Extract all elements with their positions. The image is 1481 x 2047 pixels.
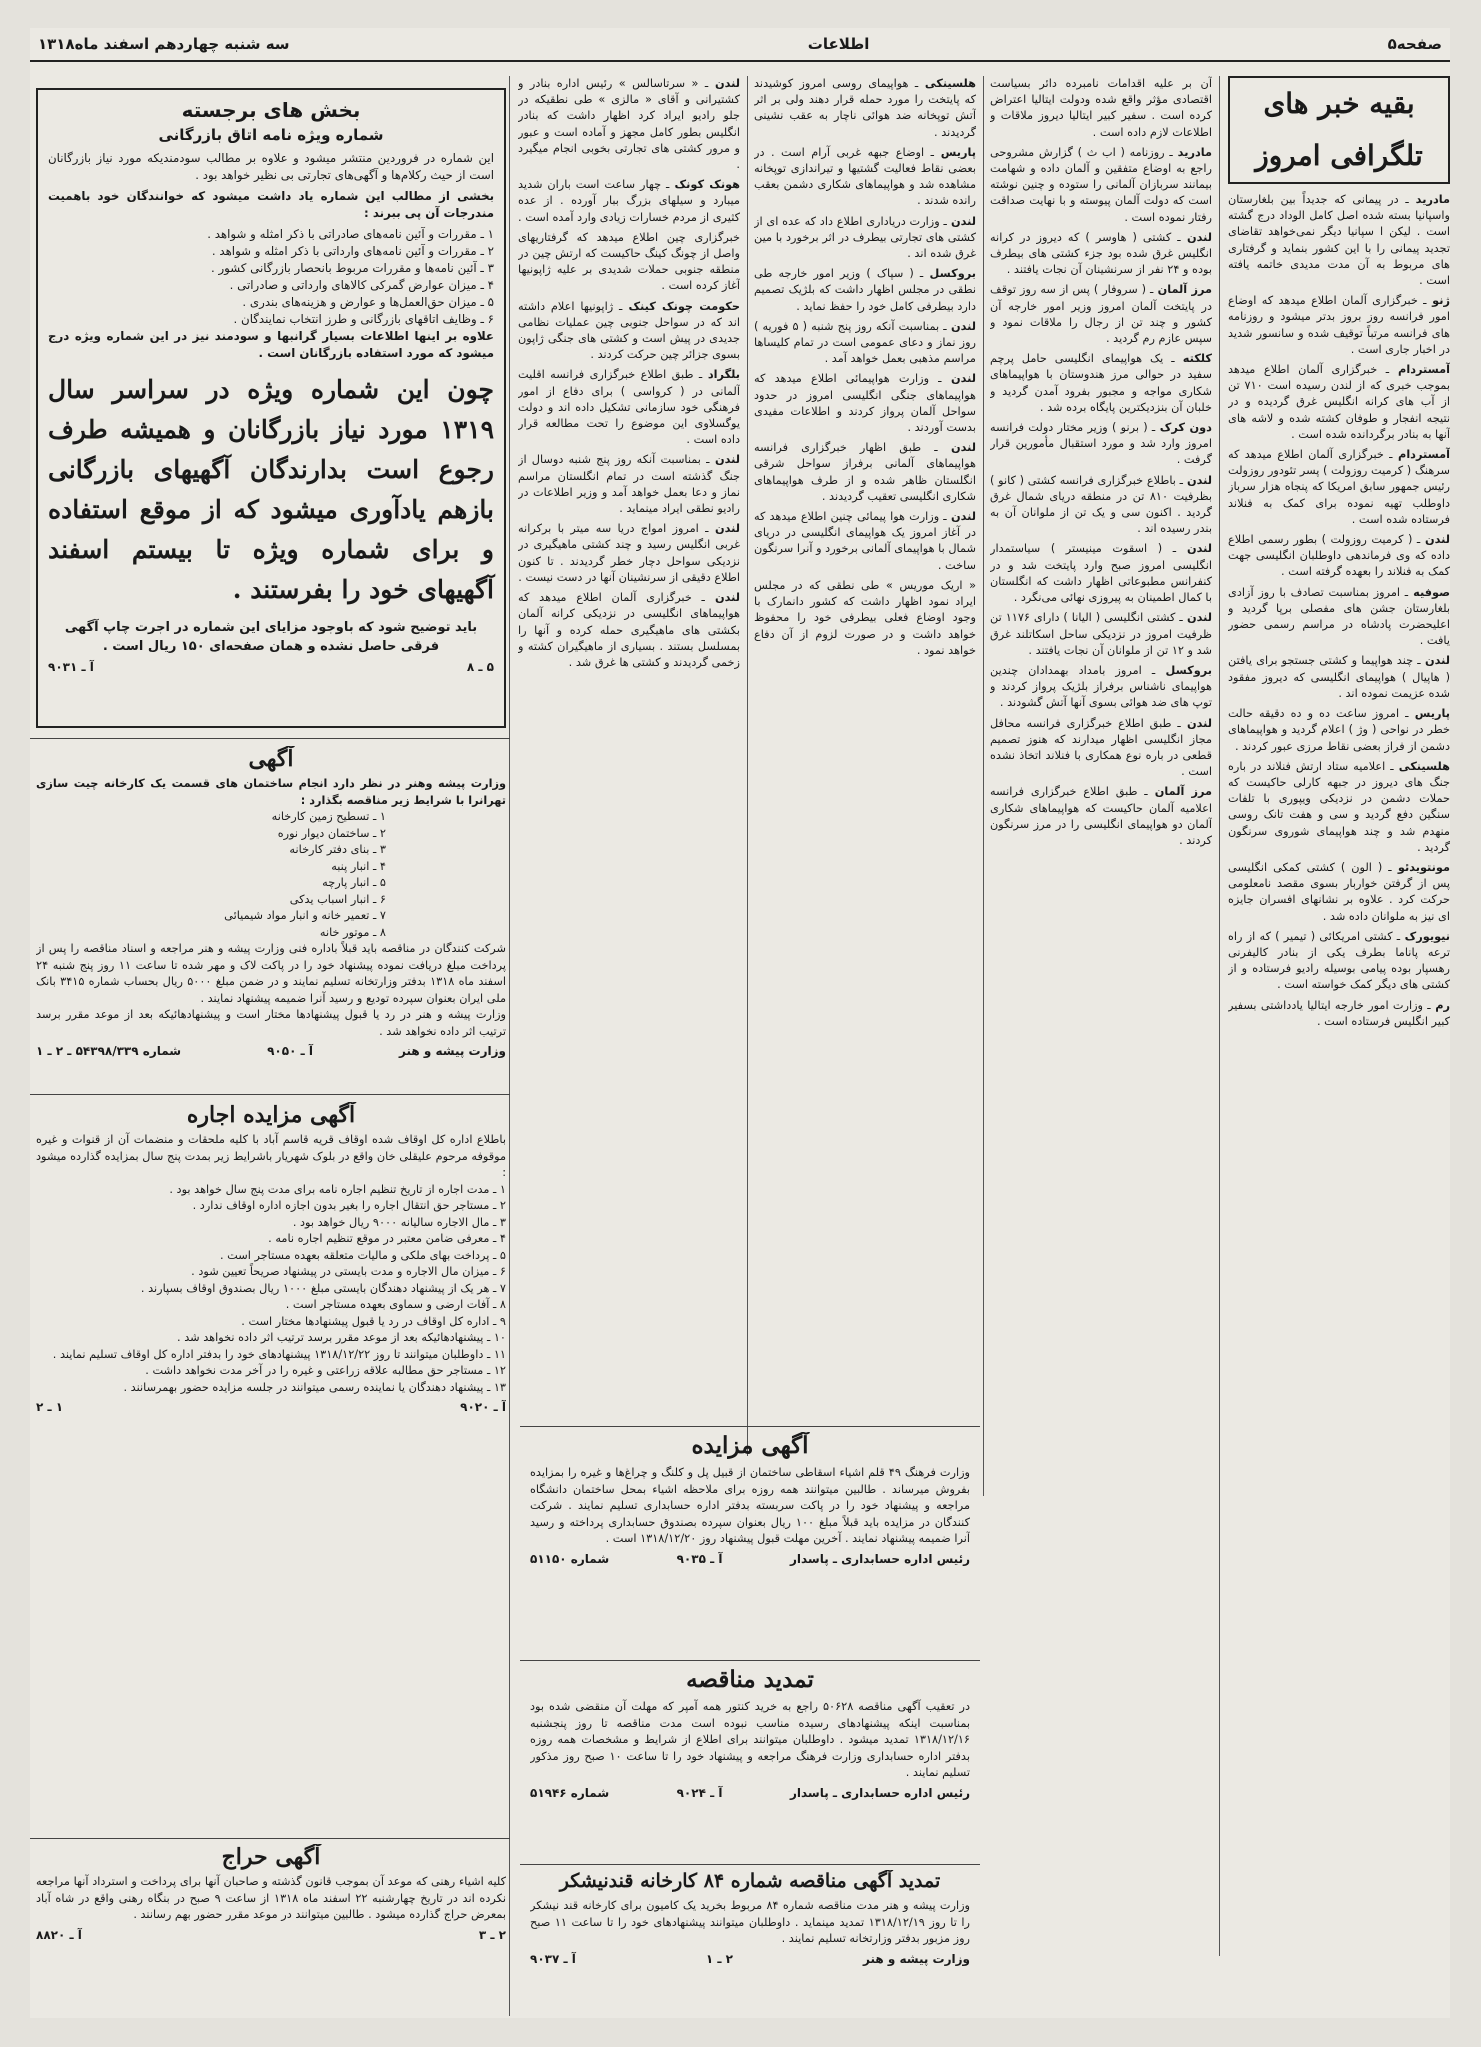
ad-sugar-body: وزارت پیشه و هنر مدت مناقصه شماره ۸۴ مربوط بخرید یک کامیون برای کارخانه قند نیشکر را تا روز ۱۳۱۸/۱۲/۱۹ تمدید مینماید . داوطلبان میتوانند پیشنهادهای خود را تا ساعت ۱۱ صبح روز مزبور بدفتر وزارتخانه تسلیم نمایند . bbox=[530, 1899, 970, 1945]
special-issue-list-item: ۱ ـ مقررات و آئین نامه‌های صادراتی با ذکر امثله و شواهد . bbox=[207, 227, 494, 241]
ad-sugar-factory bbox=[530, 1870, 970, 2014]
news-item bbox=[754, 319, 976, 368]
news-item bbox=[990, 420, 1212, 469]
paper-name: اطلاعات bbox=[807, 35, 870, 53]
news-dateline: لندن bbox=[946, 510, 976, 524]
news-dateline: لندن bbox=[708, 522, 740, 536]
news-item bbox=[518, 299, 740, 364]
news-dateline: بروکسل bbox=[923, 267, 976, 281]
ad-sugar-sig-right: وزارت پیشه و هنر bbox=[862, 1951, 970, 1966]
news-text: ـ بمناسبت آنکه روز پنج شنبه دوسال از جنگ گذشته است در تمام انگلستان مراسم نماز و دعا بعمل خواهد آمد و وزیر اطلاعات در رادیو نطقی ایراد مینماید . bbox=[518, 453, 740, 516]
ad-auction-sig-left: شماره ۵۱۱۵۰ bbox=[530, 1551, 610, 1566]
news-item bbox=[518, 452, 740, 517]
ad-lease-body: باطلاع اداره کل اوقاف شده اوقاف قریه قاسم آباد با کلیه ملحقات و منضمات آن از قنوات و غیره موقوفه مرحوم علیقلی خان واقع در بلوک شهریار باشرایط زیر بمدت پنج سال بمزایده گذارده میشود : bbox=[36, 1133, 506, 1179]
ad-extension-sig-right: رئیس اداره حسابداری ـ پاسدار bbox=[789, 1785, 970, 1800]
ad-lease-item: ۱۲ ـ مستاجر حق مطالبه علاقه زراعتی و غیره را در آخر مدت نخواهد داشت . bbox=[145, 1364, 506, 1377]
news-dateline: آمستردام bbox=[1392, 448, 1450, 462]
ad-tender-item: ۸ ـ موتور خانه bbox=[319, 925, 386, 939]
page-number: صفحه۵ bbox=[1387, 35, 1442, 53]
ad-tender-sig-right: وزارت پیشه و هنر bbox=[398, 1044, 506, 1058]
ad-extension-body: در تعقیب آگهی مناقصه ۵۰۶۲۸ راجع به خرید کنتور همه آمپر که مهلت آن منقضی شده بود بمناسبت اینکه پیشنهادهای رسیده مناسب نبوده است مدت مناقصه تا روز پنجشنبه ۱۳۱۸/۱۲/۱۶ تمدید میشود . داوطلبان میتوانند برای اطلاع از شرایط و مشخصات همه روزه بدفتر اداره حسابداری وزارت فرهنگ مراجعه و پیشنهاد خود را تا ساعت ۱۰ صبح روز مذکور تسلیم نمایند . bbox=[530, 1700, 970, 1779]
news-text: آن بر علیه اقدامات نامبرده دائر بسیاست اقتصادی مؤثر واقع شده ودولت ایتالیا اعتراض کرده است . سفیر کبیر ایتالیا دیروز ملاقات و اطلاعات لازم داده است . bbox=[990, 77, 1212, 139]
news-dateline: مادرید bbox=[1408, 193, 1450, 206]
news-text: ـ اعلامیه ستاد ارتش فنلاند در باره جنگ های دیروز در جبهه کارلی حاکیست که حملات دشمن در نزدیکی ویپوری با تلفات سنگین دفع گردید و سی و هفت تانک روسی منهدم شد و چند هواپیمای شوروی سرنگون گردید . bbox=[1228, 759, 1450, 854]
news-item bbox=[754, 578, 976, 659]
news-item bbox=[1228, 532, 1450, 581]
news-dateline: ژنو bbox=[1426, 294, 1450, 308]
news-item bbox=[1228, 929, 1450, 994]
news-text: ـ « سرتاسالس » رئیس اداره بنادر و کشتیرانی و آقای « مالزی » طی نطقیکه در جلو رادیو ایراد کرد اظهار داشت که بنادر انگلیس بطور کامل مجهز و آماده است و عبور و مرور کشتی های تجارتی بخوبی انجام میگیرد . bbox=[518, 77, 740, 172]
special-issue-list-title: بخشی از مطالب این شماره یاد داشت میشود که خوانندگان خود باهمیت مندرجات آن پی ببرند : bbox=[48, 189, 494, 220]
news-text: ـ کشتی انگلیسی ( الیانا ) دارای ۱۱۷۶ تن ظرفیت امروز در نزدیکی ساحل اسکاتلند غرق شد و ۱۲ تن از ملوانان آن نجات یافتند . bbox=[990, 611, 1212, 657]
news-item bbox=[1228, 447, 1450, 528]
ad-sugar-sig-left: آ ـ ۹۰۳۷ bbox=[530, 1951, 576, 1966]
news-item bbox=[518, 590, 740, 671]
special-issue-list bbox=[48, 226, 494, 328]
news-text: ـ خبرگزاری آلمان اطلاع میدهد که هواپیماهای انگلیسی در نزدیکی کرانه آلمان بکشتی های ماهیگیری حمله کرده و آنها را بمسلسل بستند . بسیاری از ماهیگیران کشته و زخمی گردیدند و کشتی ها غرق شد . bbox=[518, 591, 740, 669]
news-text: ـ طبق اظهار خبرگزاری فرانسه هواپیماهای آلمانی برفراز سواحل شرقی انگلستان ظاهر شده و از طرف هواپیماهای شکاری انگلیسی تعقیب گردیدند . bbox=[754, 441, 976, 503]
news-dateline: لندن bbox=[708, 77, 740, 90]
news-item bbox=[990, 473, 1212, 538]
issue-date: سه شنبه چهاردهم اسفند ماه۱۳۱۸ bbox=[38, 35, 290, 53]
ad-tender-item: ۵ ـ انبار پارچه bbox=[322, 876, 386, 889]
news-text: ـ وزارت امور خارجه ایتالیا یادداشتی بسفیر کبیر انگلیس فرستاده است . bbox=[1228, 998, 1450, 1028]
news-item bbox=[518, 177, 740, 226]
news-text: ـ روزنامه ( اب ث ) گزارش مشروحی راجع به اوضاع متفقین و آلمان داده و شهامت بیمانند سربازان آلمانی را ستوده و چنین نوشته است که دولت آلمان پیوسته و با نهایت صداقت رفتار نموده است . bbox=[990, 145, 1212, 224]
ad-extension-sig-left: شماره ۵۱۹۴۶ bbox=[530, 1785, 610, 1800]
ad-lease-item: ۱۳ ـ پیشنهاد دهندگان یا نماینده رسمی میتوانند در جلسه مزایده حضور بهمرسانند . bbox=[123, 1380, 506, 1394]
news-dateline: لندن bbox=[946, 319, 976, 333]
ad-auction-body: وزارت فرهنگ ۴۹ قلم اشیاء اسقاطی ساختمان از قبیل پل و کلنگ و چراغ‌ها و غیره را بمزایده بفروش میرساند . طالبین میتوانند همه روزه برای ملاحظه اشیاء بمحل ساختمان دانشگاه مراجعه و پیشنهاد خود را در پاکت سربسته بدفتر اداره حسابداری تسلیم نمایند . شرکت کنندگان در مزایده باید قبلاً مبلغ ۱۰۰ ریال بعنوان سپرده بصندوق حسابداری پرداخته و رسید آنرا ضمیمه پیشنهاد نمایند . آخرین مهلت قبول پیشنهاد روز ۱۳۱۸/۱۲/۲۰ است . bbox=[530, 1466, 970, 1545]
news-item bbox=[1228, 998, 1450, 1030]
news-item bbox=[990, 230, 1212, 279]
news-item bbox=[754, 214, 976, 263]
news-text: ـ باطلاع خبرگزاری فرانسه کشتی ( کانو ) بظرفیت ۸۱۰ تن در منطقه دریای شمال غرق گردید . اکنون سی و یک تن از ملوانان آن به بندر رسیده اند . bbox=[990, 473, 1212, 536]
news-item bbox=[518, 521, 740, 586]
ad-tender-body: وزارت پیشه وهنر در نظر دارد انجام ساختمان های قسمت یک کارخانه چیت سازی تهرانرا با شرایط زیر مناقصه بگذارد : bbox=[36, 777, 506, 807]
ad-auction-sig-mid: آ ـ ۹۰۳۵ bbox=[676, 1551, 723, 1566]
news-dateline: رم bbox=[1430, 998, 1450, 1012]
news-dateline: دون کرک bbox=[1155, 421, 1212, 435]
ad-pawn-auction bbox=[36, 1844, 506, 2014]
news-item bbox=[1228, 653, 1450, 702]
ad-tender-item: ۳ ـ بنای دفتر کارخانه bbox=[289, 843, 386, 856]
news-text: خبرگزاری چین اطلاع میدهد که گرفتاریهای واصل از چونگ کینگ حاکیست که ارتش چین در منطقه جنوبی حملات شدیدی بر علیه ژاپونیها آغاز کرده است . bbox=[518, 230, 740, 293]
news-text: ـ خبرگزاری آلمان اطلاع میدهد بموجب خبری که از لندن رسیده است ۷۱۰ تن از آب های کرانه انگلیس غرق گردیده و در نتیجه انفجار و طوفان کشته شده و لاشه های آنها به بنادر برگردانده شده است . bbox=[1228, 363, 1450, 441]
news-item bbox=[1228, 759, 1450, 856]
special-issue-list-item: ۵ ـ میزان حق‌العمل‌ها و عوارض و هزینه‌های بندری . bbox=[242, 295, 494, 309]
news-item bbox=[754, 440, 976, 505]
news-item bbox=[990, 541, 1212, 606]
news-text: ـ کشتی امریکائی ( تیمیر ) که از راه ترعه پاناما بطرف یکی از بنادر کالیفرنی رهسپار بوده پیامی بوسیله رادیو فرستاده و از کشتی های دیگر کمک خواسته است . bbox=[1228, 929, 1450, 992]
ad-lease-item: ۲ ـ مستاجر حق انتقال اجاره را بغیر بدون اجازه اداره اوقاف ندارد . bbox=[192, 1199, 506, 1212]
news-item bbox=[754, 509, 976, 574]
special-issue-num: ۵ ـ ۸ bbox=[466, 660, 494, 674]
ad-pawn-sig-right: ۲ ـ ۳ bbox=[478, 1927, 506, 1942]
ad-tender-sig-mid: آ ـ ۹۰۵۰ bbox=[267, 1044, 313, 1058]
news-dateline: مونتویدئو bbox=[1391, 860, 1450, 874]
special-issue-subtitle: شماره ویژه نامه اتاق بازرگانی bbox=[158, 126, 384, 144]
news-dateline: حکومت چونک کینک bbox=[622, 299, 740, 313]
news-text: ـ امروز بمناسبت تصادف با روز آزادی بلغارستان جشن های مفصلی برپا گردید و اعلیحضرت پادشاه در مراسم رسمی حضور یافت . bbox=[1228, 585, 1450, 648]
news-text: ـ ( کرمیت روزولت ) بطور رسمی اطلاع داده که وی فرماندهی داوطلبان انگلیسی جهت کمک به فنلاند را بعهده گرفته است . bbox=[1228, 533, 1450, 579]
special-issue-headline: چون این شماره ویژه در سراسر سال ۱۳۱۹ مورد نیاز بازرگانان و همیشه طرف رجوع است بدارندگان آگهیهای بازرگانی بازهم یادآوری میشود که از موقع استفاده و برای شماره ویژه تا بیستم اسفند آگهیهای خود را بفرستند . bbox=[48, 375, 494, 604]
news-item bbox=[754, 76, 976, 141]
newspaper-page bbox=[30, 28, 1450, 2018]
telegraph-col-4 bbox=[518, 76, 740, 1456]
masthead bbox=[30, 28, 1450, 62]
news-item bbox=[754, 371, 976, 436]
telegraph-col-3 bbox=[754, 76, 976, 1456]
news-text: ـ ژاپونیها اعلام داشته اند که در سواحل جنوبی چین عملیات نظامی جدیدی در پیش است و کشتی های جنگی ژاپون بسوی جزائر چین حرکت کردند . bbox=[518, 299, 740, 362]
special-issue-intro: این شماره در فروردین منتشر میشود و علاوه بر مطالب سودمندیکه مورد نیاز بازرگانان است از حیث رکلام‌ها و آگهی‌های تجارتی بی نظیر خواهد بود . bbox=[48, 151, 494, 182]
news-item bbox=[990, 784, 1212, 849]
news-dateline: هلسینکی bbox=[918, 77, 976, 90]
ad-tender-item: ۶ ـ انبار اسباب یدکی bbox=[289, 892, 386, 906]
news-item bbox=[1228, 860, 1450, 925]
news-dateline: لندن bbox=[946, 214, 976, 228]
news-dateline: کلکته bbox=[1174, 352, 1212, 366]
ad-lease-item: ۶ ـ میزان مال الاجاره و مدت بایستی در پیشنهاد صریحاً تعیین شود . bbox=[191, 1265, 506, 1278]
news-text: ـ ( سپاک ) وزیر امور خارجه طی نطقی در مجلس اظهار داشت که بلژیک تصمیم دارد بیطرفی کامل خود را حفظ نماید . bbox=[754, 267, 976, 313]
special-issue-foot: باید توضیح شود که باوجود مزایای این شماره در اجرت چاپ آگهی فرقی حاصل نشده و همان صفحه‌ای ۱۵۰ ریال است . bbox=[64, 620, 478, 654]
ad-tender-item: ۱ ـ تسطیح زمین کارخانه bbox=[271, 810, 386, 823]
special-issue-ref: آ ـ ۹۰۳۱ bbox=[48, 660, 94, 674]
ad-sugar-sig-mid: ۲ ـ ۱ bbox=[705, 1951, 733, 1966]
news-dateline: پاریس bbox=[933, 145, 976, 159]
news-text: ـ امروز امواج دریا سه میتر با برکرانه غربی انگلیس رسید و چند کشتی ماهیگیری در نزدیکی سواحل دچار خطر گردیدند . تا کنون اطلاع دقیقی از سرنشینان آنها در دست نیست . bbox=[518, 522, 740, 584]
news-text: ـ خبرگزاری آلمان اطلاع میدهد که سرهنگ ( کرمیت روزولت ) پسر تئودور روزولت رئیس جمهور سابق امریکا که پنجاه هزار سرباز داوطلب تهیه نموده برای کمک به فنلاند فرستاده شده است . bbox=[1228, 448, 1450, 526]
news-item bbox=[518, 367, 740, 448]
special-issue-list-item: ۳ ـ آئین نامه‌ها و مقررات مربوط بانحصار بازرگانی کشور . bbox=[210, 261, 494, 275]
news-dateline: مرز آلمان bbox=[1147, 785, 1212, 799]
news-text: ـ هواپیمای روسی امروز کوشیدند که پایتخت را مورد حمله قرار دهند ولی بر اثر آتش توپخانه ضد هوائی ناچار به عقب نشینی گردیدند . bbox=[754, 77, 976, 139]
news-dateline: مرز آلمان bbox=[1153, 283, 1212, 297]
ad-tender-items bbox=[36, 809, 506, 941]
news-item bbox=[1228, 706, 1450, 755]
news-text: ـ وزارت دریاداری اطلاع داد که عده ای از کشتی های تجارتی بیطرف در اثر برخورد با مین غرق شده اند . bbox=[754, 214, 976, 261]
ad-tender-sig-left: شماره ۵۴۳۹۸/۳۳۹ ـ ۲ ـ ۱ bbox=[36, 1044, 182, 1058]
news-dateline: لندن bbox=[1420, 654, 1450, 668]
news-text: ـ کشتی ( هاوسر ) که دیروز در کرانه انگلیس غرق شده بود جزء کشتی های بیطرف بوده و ۲۴ نفر از سرنشینان آن نجات یافتند . bbox=[990, 230, 1212, 277]
news-dateline: لندن bbox=[704, 591, 740, 605]
news-text: ـ در پیمانی که جدیداً بین بلغارستان واسپانیا بسته شده اصل کامل الوداد درج گشته است . لیکن ا سپانیا دیگر نمی‌خواهد تقاضای تجدید پیمانی را با این کشور بنماید و گرفتاری های مربوط به آن مدت مدیدی خاتمه یافته است . bbox=[1228, 193, 1450, 288]
news-dateline: صوفیه bbox=[1408, 585, 1450, 599]
news-item bbox=[990, 282, 1212, 347]
news-text: ـ امروز ساعت ده و ده دقیقه حالت خطر در نواحی ( و‌ژ ) اعلام گردید و هواپیماهای دشمن از فراز بعضی نقاط مرزی عبور کردند . bbox=[1228, 707, 1450, 753]
news-text: ـ طبق اطلاع خبرگزاری فرانسه اعلامیه آلمان حاکیست که هواپیماهای شکاری آلمان دو هواپیمای انگلیسی را در مرز سرنگون کردند . bbox=[990, 785, 1212, 847]
ad-lease-auction bbox=[36, 1102, 506, 1830]
news-dateline: لندن bbox=[1182, 473, 1212, 487]
news-text: ـ بمناسبت آنکه روز پنج شنبه ( ۵ فوریه ) روز نماز و دعای عمومی است در تمام کلیساها مراسم مذهبی بعمل خواهد آمد . bbox=[754, 319, 976, 366]
news-dateline: لندن bbox=[1420, 533, 1450, 547]
ad-lease-item: ۱ ـ مدت اجاره از تاریخ تنظیم اجاره نامه برای مدت پنج سال خواهد بود . bbox=[169, 1182, 506, 1196]
news-item bbox=[754, 145, 976, 210]
ad-pawn-body: کلیه اشیاء رهنی که موعد آن بموجب قانون گذشته و صاحبان آنها برای پرداخت و استرداد آنها مراجعه نکرده اند در تاریخ چهارشنبه ۲۲ اسفند ماه ۱۳۱۸ از ساعت ۹ صبح در بنگاه رهنی واقع در شاه آباد بمعرض حراج گذارده میشود . طالبین میتوانند در موعد مقرر حضور بهم رسانند . bbox=[36, 1875, 506, 1921]
news-text: ـ ( الون ) کشتی کمکی انگلیسی پس از گرفتن خواربار بسوی مقصد نامعلومی حرکت کرد . علاوه بر نشانهای افسران جایزه ای نیز به ملوانان داده شد . bbox=[1228, 860, 1450, 923]
news-text: « اریک موریس » طی نطقی که در مجلس ایراد نمود اظهار داشت که کشور دانمارک با وجود اوضاع فعلی بیطرفی خود را محفوظ خواهد داشت و در صورت لزوم از آن دفاع خواهد نمود . bbox=[754, 578, 976, 657]
news-item bbox=[1228, 362, 1450, 443]
news-dateline: بروکسل bbox=[1155, 663, 1212, 677]
news-text: ـ خبرگزاری آلمان اطلاع میدهد که اوضاع امور فرانسه روز بروز بدتر میشود و روزنامه های فرانسه مرتباً توقیف شده و سانسور شدید در اخبار جاری است . bbox=[1228, 294, 1450, 356]
news-dateline: بلگراد bbox=[702, 368, 740, 382]
ad-pawn-sig-left: آ ـ ۸۸۲۰ bbox=[36, 1927, 82, 1942]
special-issue-extra: علاوه بر اینها اطلاعات بسیار گرانبها و سودمند نیز در این شماره ویژه درج میشود که مورد استفاده بازرگانان است . bbox=[48, 329, 494, 360]
news-text: ـ ( برنو ) وزیر مختار دولت فرانسه امروز وارد شد و مورد استقبال مأمورین قرار گرفت . bbox=[990, 421, 1212, 467]
news-text: ـ طبق اطلاع خبرگزاری فرانسه اقلیت آلمانی در ( کرواسی ) برای دفاع از امور فرهنگی خود سازمانی تشکیل داده اند و دولت یوگسلاوی این موضوع را تحت مطالعه قرار داده است . bbox=[518, 368, 740, 447]
news-dateline: لندن bbox=[1176, 542, 1212, 556]
ad-lease-item: ۵ ـ پرداخت بهای ملکی و مالیات متعلقه بعهده مستاجر است . bbox=[219, 1248, 506, 1262]
news-dateline: لندن bbox=[941, 372, 976, 386]
news-dateline: لندن bbox=[1180, 716, 1212, 730]
news-dateline: نیویورک bbox=[1400, 929, 1450, 943]
news-item bbox=[990, 145, 1212, 226]
ad-pawn-title: آگهی حراج bbox=[221, 1844, 321, 1870]
special-issue-list-item: ۴ ـ میزان عوارض گمرکی کالاهای وارداتی و صادراتی . bbox=[229, 278, 494, 292]
ad-auction-title: آگهی مزایده bbox=[691, 1432, 809, 1459]
ad-tender-factory bbox=[36, 746, 506, 1086]
news-item bbox=[754, 266, 976, 315]
ad-tender-conditions: شرکت کنندگان در مناقصه باید قبلاً باداره فنی وزارت پیشه و هنر مراجعه و اسناد مناقصه را پس از پرداخت مبلغ دریافت نموده پیشنهاد خود را در پاکت لاک و مهر شده تا ساعت ۱۱ روز پنج شنبه ۲۴ اسفند ماه ۱۳۱۸ بدفتر وزارتخانه تسلیم نمایند و در ضمن مبلغ ۵۰۰۰ ریال بحساب شماره ۳۴۱۵ بانک ملی ایران بعنوان سپرده تودیع و رسید آنرا ضمیمه پیشنهاد نمایند . bbox=[36, 942, 506, 1005]
news-dateline: لندن bbox=[709, 453, 740, 467]
news-dateline: هلسینکی bbox=[1393, 759, 1450, 773]
news-item bbox=[518, 230, 740, 295]
ad-lease-item: ۱۰ ـ پیشنهادهائیکه بعد از موعد مقرر برسد ترتیب اثر داده نخواهد شد . bbox=[177, 1331, 506, 1344]
ad-tender-extension bbox=[530, 1666, 970, 1856]
ad-lease-item: ۹ ـ اداره کل اوقاف در رد یا قبول پیشنهادها مختار است . bbox=[241, 1314, 506, 1328]
news-dateline: پاریس bbox=[1408, 707, 1450, 721]
ad-lease-item: ۷ ـ هر یک از پیشنهاد دهندگان بایستی مبلغ ۱۰۰۰ ریال بصندوق اوقاف بسپارند . bbox=[140, 1281, 506, 1295]
news-text: ـ وزارت هوا پیمائی چنین اطلاع میدهد که در آغاز امروز یک هواپیمای انگلیسی در دریای شمال با هواپیمای آلمانی برخورد و آنرا سرنگون ساخت . bbox=[754, 510, 976, 572]
ad-tender-item: ۷ ـ تعمیر خانه و انبار مواد شیمیائی bbox=[224, 909, 386, 922]
news-dateline: هونک کونک bbox=[669, 178, 740, 192]
telegraph-col-1 bbox=[1228, 76, 1450, 1956]
news-text: ـ طبق اطلاع خبرگزاری فرانسه محافل مجاز انگلیسی اظهار میدارند که هنوز تصمیم قطعی در باره نوع همکاری با فنلاند اتخاذ نشده است . bbox=[990, 716, 1212, 779]
news-text: ـ امروز بامداد بهمدادان چندین هواپیمای ناشناس برفراز بلژیک پرواز کردند و توپ های ضد هوائی بسوی آنها آتش گشودند . bbox=[990, 663, 1212, 710]
special-issue-title: بخش های برجسته bbox=[181, 98, 361, 122]
news-item bbox=[990, 716, 1212, 781]
ad-lease-sig-right: ۱ ـ ۲ bbox=[36, 1400, 64, 1414]
ad-extension-title: تمدید مناقصه bbox=[686, 1666, 814, 1693]
ad-lease-item: ۸ ـ آفات ارضی و سماوی بعهده مستاجر است . bbox=[285, 1298, 506, 1311]
news-text: ـ اوضاع جبهه غربی آرام است . در بعضی نقاط فعالیت گشتیها و تیراندازی توپخانه مشاهده شد و هواپیماهای شکاری دشمن بعقب رانده شدند . bbox=[754, 145, 976, 208]
news-dateline: لندن bbox=[1182, 611, 1212, 625]
special-issue-list-item: ۶ ـ وظایف اتاقهای بازرگانی و طرز انتخاب نمایندگان . bbox=[233, 312, 494, 326]
news-item bbox=[518, 76, 740, 173]
ad-lease-item: ۱۱ ـ داوطلبان میتوانند تا روز ۱۳۱۸/۱۲/۲۲ پیشنهادهای خود را بدفتر اداره کل اوقاف تسلیم نمایند . bbox=[52, 1347, 506, 1361]
news-text: ـ ( سروفار ) پس از سه روز توقف در پایتخت آلمان امروز وزیر امور خارجه آن کشور و چند تن از رجال را ملاقات نمود و سپس عازم رم گردید . bbox=[990, 283, 1212, 346]
ad-tender-note: وزارت پیشه و هنر در رد یا قبول پیشنهادها مختار است و پیشنهادهائیکه بعد از موعد مقرر برسد ترتیب اثر داده نخواهد شد . bbox=[36, 1008, 506, 1038]
ad-lease-sig-left: آ ـ ۹۰۲۰ bbox=[460, 1400, 506, 1414]
ad-auction-sig-right: رئیس اداره حسابداری ـ پاسدار bbox=[789, 1551, 970, 1566]
ad-tender-item: ۲ ـ ساختمان دیوار نوره bbox=[277, 826, 386, 840]
ad-tender-item: ۴ ـ انبار پنبه bbox=[331, 859, 386, 873]
news-text: ـ چهار ساعت است باران شدید میبارد و سیلهای بزرگ ببار آورده . از عده کثیری از مردم خسارات زیادی وارد آمده است . bbox=[518, 178, 740, 224]
ad-extension-sig-mid: آ ـ ۹۰۲۴ bbox=[676, 1785, 723, 1800]
news-dateline: مادرید bbox=[1172, 145, 1212, 159]
special-issue-box bbox=[36, 88, 506, 728]
special-issue-list-item: ۲ ـ مقررات و آئین نامه‌های وارداتی با ذکر امثله و شواهد . bbox=[211, 244, 494, 258]
ad-lease-item: ۴ ـ معرفی ضامن معتبر در موقع تنظیم اجاره نامه . bbox=[268, 1232, 506, 1245]
news-text: ـ وزارت هواپیمائی اطلاع میدهد که هواپیماهای جنگی انگلیسی امروز در حدود سواحل آلمان پرواز کردند و اطلاعات مفیدی بدست آوردند . bbox=[754, 372, 976, 435]
ad-lease-item: ۳ ـ مال الاجاره سالیانه ۹۰۰۰ ریال خواهد بود . bbox=[292, 1215, 506, 1229]
news-text: ـ یک هواپیمای انگلیسی حامل پرچم سفید در حوالی مرز هندوستان با هواپیماهای شکاری مواجه و مجبور بفرود آمدن گردید و خلبان آن بنزدیکترین پایگاه برده شد . bbox=[990, 352, 1212, 414]
news-item bbox=[1228, 192, 1450, 289]
ad-tender-title: آگهی bbox=[248, 746, 294, 772]
news-item bbox=[1228, 585, 1450, 650]
telegraph-title: بقیه خبر های تلگرافی امروز bbox=[1228, 76, 1450, 184]
news-dateline: آمستردام bbox=[1389, 363, 1450, 377]
news-item bbox=[990, 351, 1212, 416]
ad-sugar-title: تمدید آگهی مناقصه شماره ۸۴ کارخانه قندنیشکر bbox=[559, 1870, 941, 1892]
news-text: ـ چند هواپیما و کشتی جستجو برای یافتن ( هاپیال ) هواپیمای انگلیسی که دیروز مفقود شده عزیمت نموده اند . bbox=[1228, 654, 1450, 700]
ad-lease-title: آگهی مزایده اجاره bbox=[186, 1102, 356, 1128]
news-item bbox=[990, 610, 1212, 659]
news-dateline: لندن bbox=[1180, 230, 1212, 244]
news-text: ـ ( اسقوت مینیستر ) سیاستمدار انگلیسی امروز صبح وارد پایتخت شد و در کنفرانس مطبوعاتی اظهار داشت که انگلستان با کمال اطمینان به پیروزی نهائی می‌نگرد . bbox=[990, 542, 1212, 605]
ad-lease-items bbox=[36, 1182, 506, 1397]
news-item bbox=[1228, 293, 1450, 358]
ad-auction-culture bbox=[530, 1432, 970, 1652]
telegraph-col-2 bbox=[990, 76, 1212, 1956]
news-item bbox=[990, 76, 1212, 141]
news-dateline: لندن bbox=[937, 441, 976, 455]
news-item bbox=[990, 663, 1212, 712]
